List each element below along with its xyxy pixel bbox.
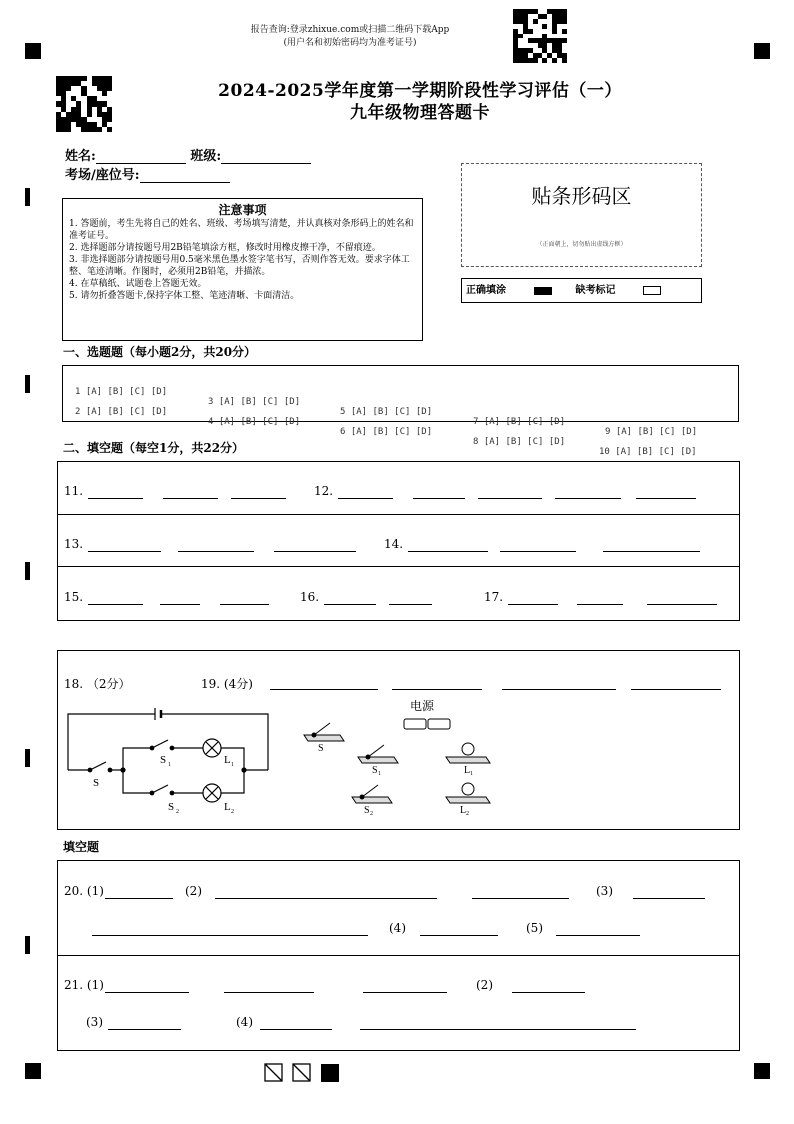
mc-question-6[interactable]: 6 [A] [B] [C] [D] [340, 427, 433, 437]
absent-mark-checkbox[interactable] [643, 286, 661, 295]
component-L1-subscript: 1 [470, 771, 473, 777]
q21-part2-label: (2) [476, 978, 493, 992]
corner-marker-top-right [754, 43, 770, 59]
q17-label: 17. [484, 590, 504, 604]
component-L1-label: L [464, 765, 471, 776]
answer-blank[interactable] [88, 550, 161, 552]
answer-blank[interactable] [92, 934, 368, 936]
q11-label: 11. [64, 484, 84, 498]
answer-blank[interactable] [360, 1028, 636, 1030]
answer-blank[interactable] [555, 497, 621, 499]
notes-title: 注意事项 [218, 203, 267, 217]
corner-marker-bottom-left [25, 1063, 41, 1079]
q20-part4-label: (4) [389, 921, 406, 935]
switch-S2-subscript: 2 [176, 809, 179, 815]
answer-blank[interactable] [420, 934, 498, 936]
page-indicator [264, 1063, 344, 1083]
barcode-area[interactable] [461, 163, 702, 267]
switch-S1-label: S [160, 754, 167, 766]
notes-item: 3. 非选择题部分请按题号用0.5毫米黑色墨水签字笔书写，否则作答无效。要求字体工整、笔迹清晰。作图时，必须用2B铅笔，并描浓。 [69, 255, 410, 277]
switch-S1-subscript: 1 [168, 762, 171, 768]
class-label: 班级: [190, 149, 222, 164]
q20-part3-label: (3) [596, 884, 613, 898]
room-seat-field[interactable] [140, 168, 230, 183]
answer-blank[interactable] [389, 603, 432, 605]
answer-blank[interactable] [160, 603, 200, 605]
q18-label: 18. （2分） [64, 677, 131, 691]
timing-marker [25, 562, 30, 580]
qr-module [107, 127, 112, 132]
corner-marker-bottom-right [754, 1063, 770, 1079]
component-L2-label: L [460, 805, 467, 816]
component-S2-subscript: 2 [370, 811, 373, 817]
lamp-L1-label: L [224, 754, 231, 766]
q21-label: 21. (1) [64, 978, 104, 992]
barcode-hint: （正面朝上，切勿贴出虚线方框） [536, 241, 627, 248]
notes-box [62, 198, 423, 341]
answer-blank[interactable] [472, 897, 569, 899]
answer-blank[interactable] [478, 497, 542, 499]
power-label: 电源 [410, 699, 435, 713]
mc-question-10[interactable]: 10 [A] [B] [C] [D] [599, 447, 697, 457]
name-field[interactable] [96, 149, 186, 164]
q15-label: 15. [64, 590, 84, 604]
answer-blank[interactable] [338, 497, 393, 499]
notes-item: 2. 选择题部分请按题号用2B铅笔填涂方框，修改时用橡皮擦干净，不留痕迹。 [69, 243, 381, 253]
component-S1-label: S [372, 765, 378, 776]
answer-blank[interactable] [220, 603, 269, 605]
mc-question-2[interactable]: 2 [A] [B] [C] [D] [75, 407, 168, 417]
report-query-text: 报告查询:登录zhixue.com或扫描二维码下载App [250, 25, 450, 35]
answer-blank[interactable] [88, 603, 143, 605]
answer-blank[interactable] [500, 550, 576, 552]
answer-blank[interactable] [105, 897, 173, 899]
answer-blank[interactable] [324, 603, 376, 605]
q12-label: 12. [314, 484, 334, 498]
class-field[interactable] [221, 149, 311, 164]
q13-label: 13. [64, 537, 84, 551]
answer-blank[interactable] [274, 550, 356, 552]
answer-blank[interactable] [163, 497, 218, 499]
qr-code-student [56, 76, 112, 132]
timing-marker [25, 375, 30, 393]
fill-blank-box-2 [57, 860, 740, 1051]
section3-title: 填空题 [63, 840, 100, 854]
fill-legend [461, 278, 702, 303]
answer-blank[interactable] [633, 897, 705, 899]
answer-blank[interactable] [502, 688, 616, 690]
q19-label: 19. (4分) [201, 677, 253, 691]
mc-question-1[interactable]: 1 [A] [B] [C] [D] [75, 387, 168, 397]
mc-question-8[interactable]: 8 [A] [B] [C] [D] [473, 437, 566, 447]
q20-part2-label: (2) [185, 884, 202, 898]
answer-blank[interactable] [108, 1028, 181, 1030]
answer-blank[interactable] [636, 497, 696, 499]
answer-blank[interactable] [512, 991, 585, 993]
page-subtitle: 九年级物理答题卡 [350, 103, 490, 123]
answer-blank[interactable] [260, 1028, 332, 1030]
barcode-label: 贴条形码区 [531, 184, 632, 208]
answer-blank[interactable] [556, 934, 640, 936]
mc-question-7[interactable]: 7 [A] [B] [C] [D] [473, 417, 566, 427]
absent-mark-label: 缺考标记 [575, 285, 616, 296]
q20-part5-label: (5) [526, 921, 543, 935]
answer-blank[interactable] [647, 603, 717, 605]
answer-blank[interactable] [631, 688, 721, 690]
timing-marker [25, 188, 30, 206]
answer-blank[interactable] [413, 497, 465, 499]
timing-marker [25, 936, 30, 954]
correct-fill-sample [534, 287, 552, 295]
section1-title: 一、选题题（每小题2分，共20分） [63, 345, 257, 359]
answer-blank[interactable] [178, 550, 254, 552]
circuit-diagram [60, 700, 280, 820]
section2-title: 二、填空题（每空1分，共22分） [63, 441, 245, 455]
q16-label: 16. [300, 590, 320, 604]
lamp-L2-subscript: 2 [231, 809, 234, 815]
answer-blank[interactable] [231, 497, 286, 499]
lamp-L2-label: L [224, 801, 231, 813]
qr-code-download[interactable] [513, 9, 567, 63]
mc-question-3[interactable]: 3 [A] [B] [C] [D] [208, 397, 301, 407]
answer-blank[interactable] [88, 497, 143, 499]
notes-item: 4. 在草稿纸、试题卷上答题无效。 [69, 279, 207, 289]
lamp-L1-subscript: 1 [231, 762, 234, 768]
mc-question-5[interactable]: 5 [A] [B] [C] [D] [340, 407, 433, 417]
q14-label: 14. [384, 537, 404, 551]
q21-part4-label: (4) [236, 1015, 253, 1029]
correct-fill-label: 正确填涂 [466, 285, 506, 296]
answer-blank[interactable] [577, 603, 623, 605]
component-S1-subscript: 1 [378, 771, 381, 777]
physical-components[interactable] [300, 695, 520, 825]
mc-question-9[interactable]: 9 [A] [B] [C] [D] [605, 427, 698, 437]
answer-blank[interactable] [508, 603, 558, 605]
answer-blank[interactable] [392, 688, 482, 690]
account-hint-text: (用户名和初始密码均为准考证号) [283, 38, 417, 48]
answer-blank[interactable] [224, 991, 314, 993]
q21-part3-label: (3) [86, 1015, 103, 1029]
answer-blank[interactable] [408, 550, 488, 552]
switch-S-label: S [93, 777, 100, 789]
answer-blank[interactable] [105, 991, 189, 993]
name-label: 姓名: [65, 149, 96, 164]
switch-S2-label: S [168, 801, 175, 813]
mc-question-4[interactable]: 4 [A] [B] [C] [D] [208, 417, 301, 427]
notes-item: 1. 答题前，考生先将自己的姓名、班级、考场填写清楚，并认真核对条形码上的姓名和准考证号。 [69, 219, 414, 241]
component-L2-subscript: 2 [466, 811, 469, 817]
answer-blank[interactable] [215, 897, 437, 899]
timing-marker [25, 749, 30, 767]
q20-label: 20. (1) [64, 884, 104, 898]
page-title: 2024-2025学年度第一学期阶段性学习评估（一） [218, 81, 622, 101]
room-seat-label: 考场/座位号: [65, 168, 140, 183]
corner-marker-top-left [25, 43, 41, 59]
component-S2-label: S [364, 805, 370, 816]
component-S-label: S [318, 743, 324, 754]
answer-blank[interactable] [603, 550, 700, 552]
answer-blank[interactable] [270, 688, 378, 690]
qr-module [562, 58, 567, 63]
notes-item: 5. 请勿折叠答题卡,保持字体工整、笔迹清晰、卡面清洁。 [69, 291, 300, 301]
answer-blank[interactable] [363, 991, 447, 993]
